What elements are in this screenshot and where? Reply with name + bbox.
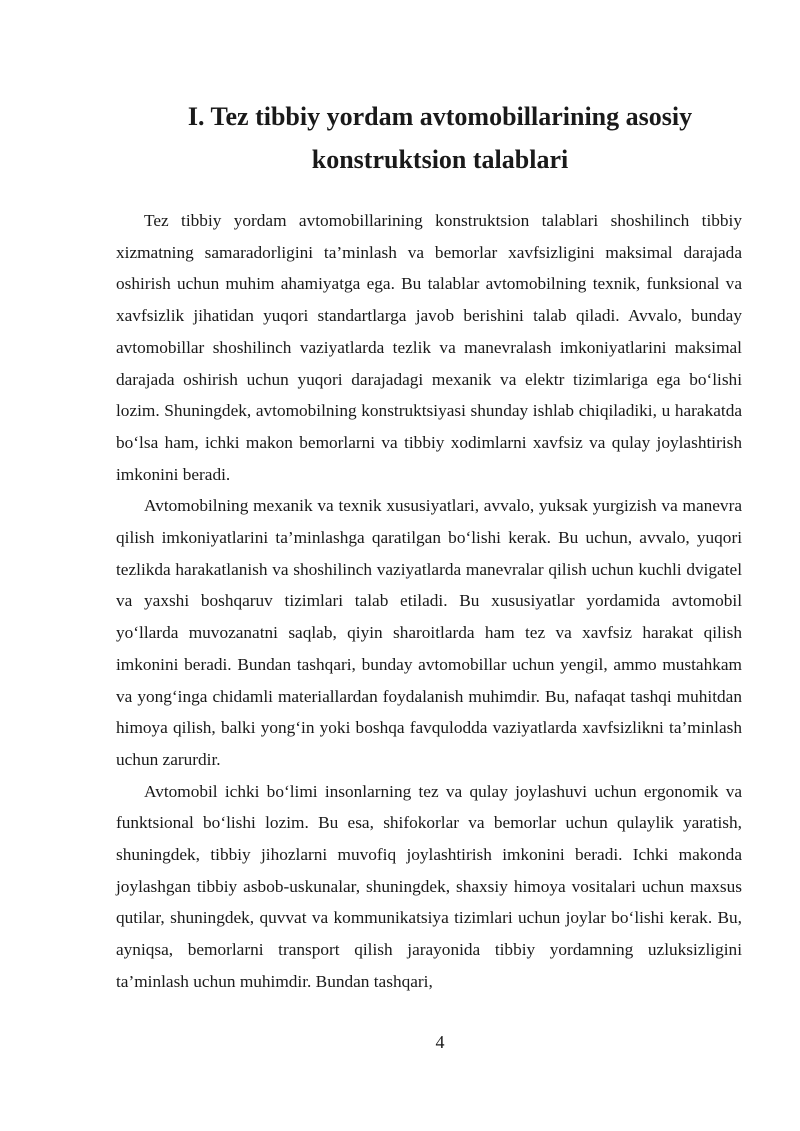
section-heading-line-1: I. Tez tibbiy yordam avtomobillarining asosiy xyxy=(187,102,693,131)
section-heading-line-2: konstruktsion talablari xyxy=(311,145,569,174)
paragraph-3: Avtomobil ichki bo‘limi insonlarning tez va qulay joylashuvi uchun ergonomik va funktsional bo‘lishi lozim. Bu esa, shifokorlar va bemorlar uchun qulaylik yaratish, shuningdek, tibbiy jihozlarni muvofiq joylashtirish imkonini beradi. Ichki makonda joylashgan tibbiy asbob-uskunalar, shuningdek, shaxsiy himoya vositalari uchun maxsus qutilar, shuningdek, quvvat va kommunikatsiya tizimlari uchun joylar bo‘lishi kerak. Bu, ayniqsa, bemorlarni transport qilish jarayonida tibbiy yordamning uzluksizligini ta’minlash uchun muhimdir. Bundan tashqari, xyxy=(116,781,742,991)
page-number: 4 xyxy=(435,1032,445,1052)
paragraph-1: Tez tibbiy yordam avtomobillarining konstruktsion talablari shoshilinch tibbiy xizmatning samaradorligini ta’minlash va bemorlar xavfsizligini maksimal darajada oshirish uchun muhim ahamiyatga ega. Bu talablar avtomobilning texnik, funksional va xavfsizlik jihatidan yuqori standartlarga javob berishini talab qiladi. Avvalo, bunday avtomobillar shoshilinch vaziyatlarda tezlik va manevralash imkoniyatlarini maksimal darajada oshirish uchun yuqori darajadagi mexanik va elektr tizimlariga ega bo‘lishi lozim. Shuningdek, avtomobilning konstruktsiyasi shunday ishlab chiqiladiki, u harakatda bo‘lsa ham, ichki makon bemorlarni va tibbiy xodimlarni xavfsiz va qulay joylashtirish imkonini beradi. xyxy=(116,211,742,484)
body-text xyxy=(116,205,742,998)
paragraph-2: Avtomobilning mexanik va texnik xususiyatlari, avvalo, yuksak yurgizish va manevra qilish imkoniyatlarini ta’minlashga qaratilgan bo‘lishi kerak. Bu uchun, avvalo, yuqori tezlikda harakatlanish va shoshilinch vaziyatlarda manevralar qilish uchun kuchli dvigatel va yaxshi boshqaruv tizimlari talab etiladi. Bu xususiyatlar yordamida avtomobil yo‘llarda muvozanatni saqlab, qiyin sharoitlarda ham tez va xavfsiz harakat qilish imkonini beradi. Bundan tashqari, bunday avtomobillar uchun yengil, ammo mustahkam va yong‘inga chidamli materiallardan foydalanish muhimdir. Bu, nafaqat tashqi muhitdan himoya qilish, balki yong‘in yoki boshqa favqulodda vaziyatlarda xavfsizlikni ta’minlash uchun zarurdir. xyxy=(116,496,742,769)
